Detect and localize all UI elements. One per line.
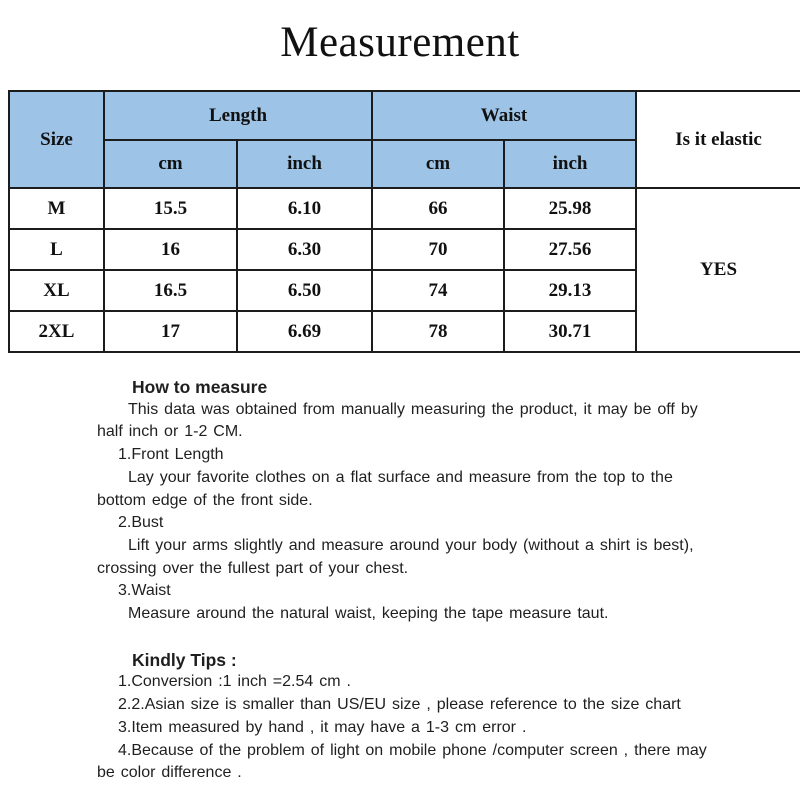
length-inch-cell: 6.30: [237, 229, 372, 270]
length-cm-cell: 17: [104, 311, 237, 352]
waist-inch-cell: 30.71: [504, 311, 636, 352]
length-column-header: Length: [104, 91, 372, 140]
how-to-measure-heading: How to measure: [132, 377, 268, 397]
instructions-block: [0, 376, 790, 785]
measure-item-3-title: 3.Waist: [118, 582, 171, 600]
waist-inch-header: inch: [504, 140, 636, 188]
measure-item-1-line-1: Lay your favorite clothes on a flat surface and measure from the top to the: [128, 468, 673, 486]
waist-cm-cell: 78: [372, 311, 504, 352]
waist-cm-cell: 70: [372, 229, 504, 270]
kindly-tips-heading: Kindly Tips :: [132, 649, 237, 670]
section-gap: [0, 626, 790, 649]
tip-1: 1.Conversion :1 inch =2.54 cm .: [118, 673, 351, 691]
waist-inch-cell: 25.98: [504, 188, 636, 229]
length-inch-cell: 6.10: [237, 188, 372, 229]
tip-3: 3.Item measured by hand , it may have a 1-3 cm error .: [118, 718, 527, 736]
table-header-row-1: [9, 91, 800, 140]
measure-item-1-title: 1.Front Length: [118, 446, 224, 464]
size-cell: XL: [9, 270, 104, 311]
measure-intro-line-1: This data was obtained from manually measuring the product, it may be off by: [128, 400, 698, 418]
measure-item-1-line-2: bottom edge of the front side.: [97, 491, 313, 509]
waist-cm-cell: 66: [372, 188, 504, 229]
waist-cm-header: cm: [372, 140, 504, 188]
measure-item-2-title: 2.Bust: [118, 514, 164, 532]
length-inch-cell: 6.50: [237, 270, 372, 311]
waist-inch-cell: 27.56: [504, 229, 636, 270]
size-column-header: Size: [9, 91, 104, 188]
waist-inch-cell: 29.13: [504, 270, 636, 311]
measure-intro-line-2: half inch or 1-2 CM.: [97, 423, 243, 441]
table-row-m: [9, 188, 800, 229]
elastic-value-cell: YES: [636, 188, 800, 352]
length-cm-header: cm: [104, 140, 237, 188]
size-cell: 2XL: [9, 311, 104, 352]
tip-4-line-1: 4.Because of the problem of light on mobile phone /computer screen , there may: [118, 741, 707, 759]
length-cm-cell: 16: [104, 229, 237, 270]
elastic-column-header: Is it elastic: [636, 91, 800, 188]
size-cell: L: [9, 229, 104, 270]
tip-2: 2.2.Asian size is smaller than US/EU size , please reference to the size chart: [118, 696, 681, 714]
waist-cm-cell: 74: [372, 270, 504, 311]
length-inch-header: inch: [237, 140, 372, 188]
length-inch-cell: 6.69: [237, 311, 372, 352]
measure-item-3-line-1: Measure around the natural waist, keeping the tape measure taut.: [128, 605, 609, 623]
measure-item-2-line-1: Lift your arms slightly and measure around your body (without a shirt is best),: [128, 536, 694, 554]
size-chart-table: [8, 90, 800, 353]
measure-item-2-line-2: crossing over the fullest part of your chest.: [97, 559, 409, 577]
page-title: Measurement: [280, 19, 520, 66]
length-cm-cell: 16.5: [104, 270, 237, 311]
waist-column-header: Waist: [372, 91, 636, 140]
tip-4-line-2: be color difference .: [97, 764, 242, 782]
length-cm-cell: 15.5: [104, 188, 237, 229]
size-cell: M: [9, 188, 104, 229]
